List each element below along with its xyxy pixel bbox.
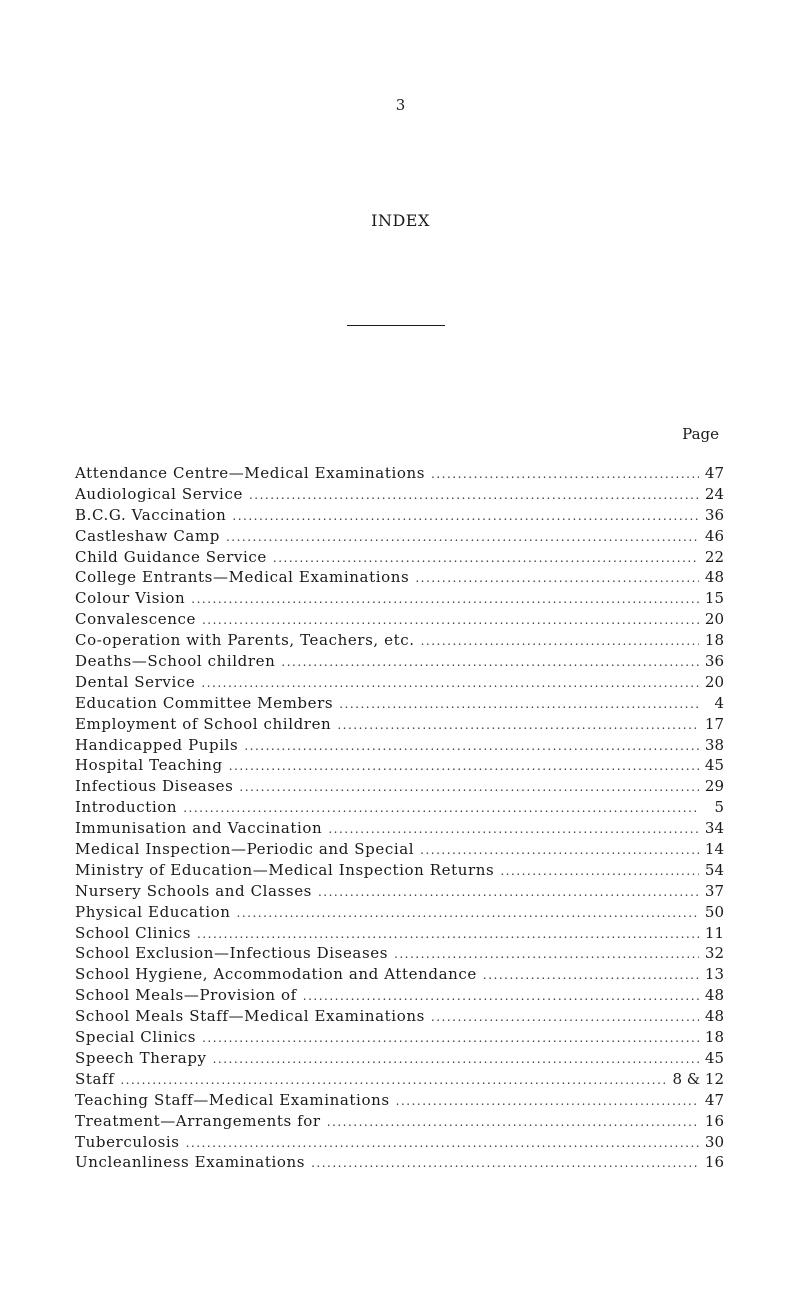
dot-leader: [420, 843, 699, 857]
index-entry: [75, 924, 724, 945]
dot-leader: [431, 467, 699, 481]
entry-title: Dental Service: [75, 672, 196, 691]
entry-page: 38: [704, 735, 724, 754]
entry-title: Teaching Staff—Medical Examinations: [75, 1090, 390, 1109]
entry-title: Speech Therapy: [75, 1048, 207, 1067]
title-divider: [347, 325, 445, 326]
entry-title: Attendance Centre—Medical Examinations: [75, 464, 426, 482]
entry-title: Physical Education: [75, 902, 231, 921]
dot-leader: [339, 697, 700, 711]
dot-leader: [318, 885, 699, 899]
entry-page: 4: [714, 693, 724, 712]
index-entry: [75, 568, 724, 589]
entry-title: Co-operation with Parents, Teachers, etc.: [75, 631, 415, 650]
index-entry: [75, 986, 724, 1007]
entry-title: Uncleanliness Examinations: [75, 1153, 306, 1172]
dot-leader: [202, 1031, 699, 1045]
dot-leader: [431, 1010, 699, 1024]
index-entry: [75, 861, 724, 882]
index-entry: [75, 1112, 724, 1133]
entry-title: Handicapped Pupils: [75, 735, 239, 754]
entry-page: 20: [704, 610, 724, 629]
dot-leader: [244, 739, 699, 753]
entry-title: Ministry of Education—Medical Inspection Returns: [75, 860, 495, 879]
entry-page: 18: [704, 631, 724, 650]
index-entry: [75, 944, 724, 965]
entry-title: School Clinics: [75, 923, 191, 942]
index-entry: [75, 1049, 724, 1070]
dot-leader: [281, 655, 699, 669]
entry-title: Infectious Diseases: [75, 777, 234, 796]
entry-page: 48: [704, 986, 724, 1005]
entry-title: School Exclusion—Infectious Diseases: [75, 944, 389, 963]
dot-leader: [327, 1115, 699, 1129]
entry-title: Castleshaw Camp: [75, 526, 220, 545]
index-entry: [75, 610, 724, 631]
index-entry: [75, 736, 724, 757]
entry-page: 32: [704, 944, 724, 963]
dot-leader: [191, 592, 699, 606]
entry-title: Child Guidance Service: [75, 547, 267, 566]
index-entry: [75, 715, 724, 736]
entry-title: Introduction: [75, 798, 178, 817]
dot-leader: [202, 613, 699, 627]
entry-page: 47: [704, 1090, 724, 1109]
dot-leader: [273, 551, 699, 565]
page-column-header: Page: [682, 425, 719, 443]
index-entry: [75, 1133, 724, 1154]
entry-page: 48: [704, 1007, 724, 1026]
index-entry: [75, 631, 724, 652]
page-number: 3: [395, 96, 406, 114]
dot-leader: [415, 571, 699, 585]
entry-page: 20: [704, 672, 724, 691]
entry-title: Nursery Schools and Classes: [75, 881, 312, 900]
index-entry: [75, 965, 724, 986]
entry-page: 16: [704, 1111, 724, 1130]
entry-title: Employment of School children: [75, 714, 332, 733]
entry-title: Special Clinics: [75, 1028, 197, 1047]
entry-page: 5: [714, 798, 724, 817]
entry-page: 46: [704, 526, 724, 545]
entry-title: B.C.G. Vaccination: [75, 505, 227, 524]
index-entry: [75, 756, 724, 777]
entry-title: Treatment—Arrangements for: [75, 1111, 321, 1130]
index-entry: [75, 673, 724, 694]
index-entry-list: [75, 464, 724, 1174]
index-title: INDEX: [371, 211, 430, 230]
entry-page: 48: [704, 568, 724, 587]
index-entry: [75, 840, 724, 861]
entry-title: Tuberculosis: [75, 1132, 180, 1151]
dot-leader: [396, 1094, 699, 1108]
dot-leader: [394, 947, 699, 961]
entry-title: Immunisation and Vaccination: [75, 819, 323, 838]
dot-leader: [186, 1136, 699, 1150]
entry-page: 45: [704, 1048, 724, 1067]
entry-page: 45: [704, 756, 724, 775]
entry-page: 29: [704, 777, 724, 796]
index-entry: [75, 1028, 724, 1049]
entry-page: 54: [704, 860, 724, 879]
dot-leader: [483, 968, 699, 982]
entry-title: Staff: [75, 1069, 115, 1088]
dot-leader: [197, 927, 699, 941]
entry-page: 50: [704, 902, 724, 921]
dot-leader: [249, 488, 699, 502]
dot-leader: [232, 509, 699, 523]
entry-page: 47: [704, 464, 724, 482]
dot-leader: [226, 530, 699, 544]
index-entry: [75, 1007, 724, 1028]
entry-title: Deaths—School children: [75, 652, 276, 671]
index-entry: [75, 1070, 724, 1091]
dot-leader: [237, 906, 699, 920]
entry-page: 30: [704, 1132, 724, 1151]
entry-page: 17: [704, 714, 724, 733]
entry-page: 14: [704, 840, 724, 859]
dot-leader: [421, 634, 699, 648]
entry-page: 15: [704, 589, 724, 608]
entry-page: 36: [704, 652, 724, 671]
entry-title: School Hygiene, Accommodation and Attendance: [75, 965, 477, 984]
entry-title: Audiological Service: [75, 484, 243, 503]
entry-page: 11: [704, 923, 724, 942]
index-entry: [75, 506, 724, 527]
index-entry: [75, 882, 724, 903]
index-entry: [75, 464, 724, 485]
entry-title: Colour Vision: [75, 589, 186, 608]
dot-leader: [311, 1156, 699, 1170]
dot-leader: [500, 864, 699, 878]
dot-leader: [120, 1073, 666, 1087]
index-entry: [75, 589, 724, 610]
entry-page: 37: [704, 881, 724, 900]
entry-page: 36: [704, 505, 724, 524]
entry-page: 24: [704, 484, 724, 503]
index-entry: [75, 903, 724, 924]
dot-leader: [328, 822, 699, 836]
dot-leader: [229, 759, 699, 773]
index-entry: [75, 1091, 724, 1112]
dot-leader: [201, 676, 699, 690]
dot-leader: [239, 780, 698, 794]
index-entry: [75, 652, 724, 673]
entry-title: Education Committee Members: [75, 693, 334, 712]
entry-page: 18: [704, 1028, 724, 1047]
dot-leader: [337, 718, 699, 732]
entry-title: Medical Inspection—Periodic and Special: [75, 840, 415, 859]
index-entry: [75, 485, 724, 506]
index-entry: [75, 798, 724, 819]
dot-leader: [303, 989, 699, 1003]
entry-title: School Meals—Provision of: [75, 986, 297, 1005]
entry-title: Hospital Teaching: [75, 756, 223, 775]
index-entry: [75, 777, 724, 798]
entry-page: 16: [704, 1153, 724, 1172]
index-entry: [75, 527, 724, 548]
index-entry: [75, 1153, 724, 1174]
entry-title: Convalescence: [75, 610, 196, 629]
entry-page: 8 & 12: [672, 1069, 724, 1088]
index-entry: [75, 694, 724, 715]
entry-page: 13: [704, 965, 724, 984]
entry-page: 34: [704, 819, 724, 838]
index-entry: [75, 819, 724, 840]
entry-title: School Meals Staff—Medical Examinations: [75, 1007, 425, 1026]
entry-page: 22: [704, 547, 724, 566]
index-entry: [75, 548, 724, 569]
dot-leader: [213, 1052, 699, 1066]
entry-title: College Entrants—Medical Examinations: [75, 568, 410, 587]
dot-leader: [183, 801, 700, 815]
